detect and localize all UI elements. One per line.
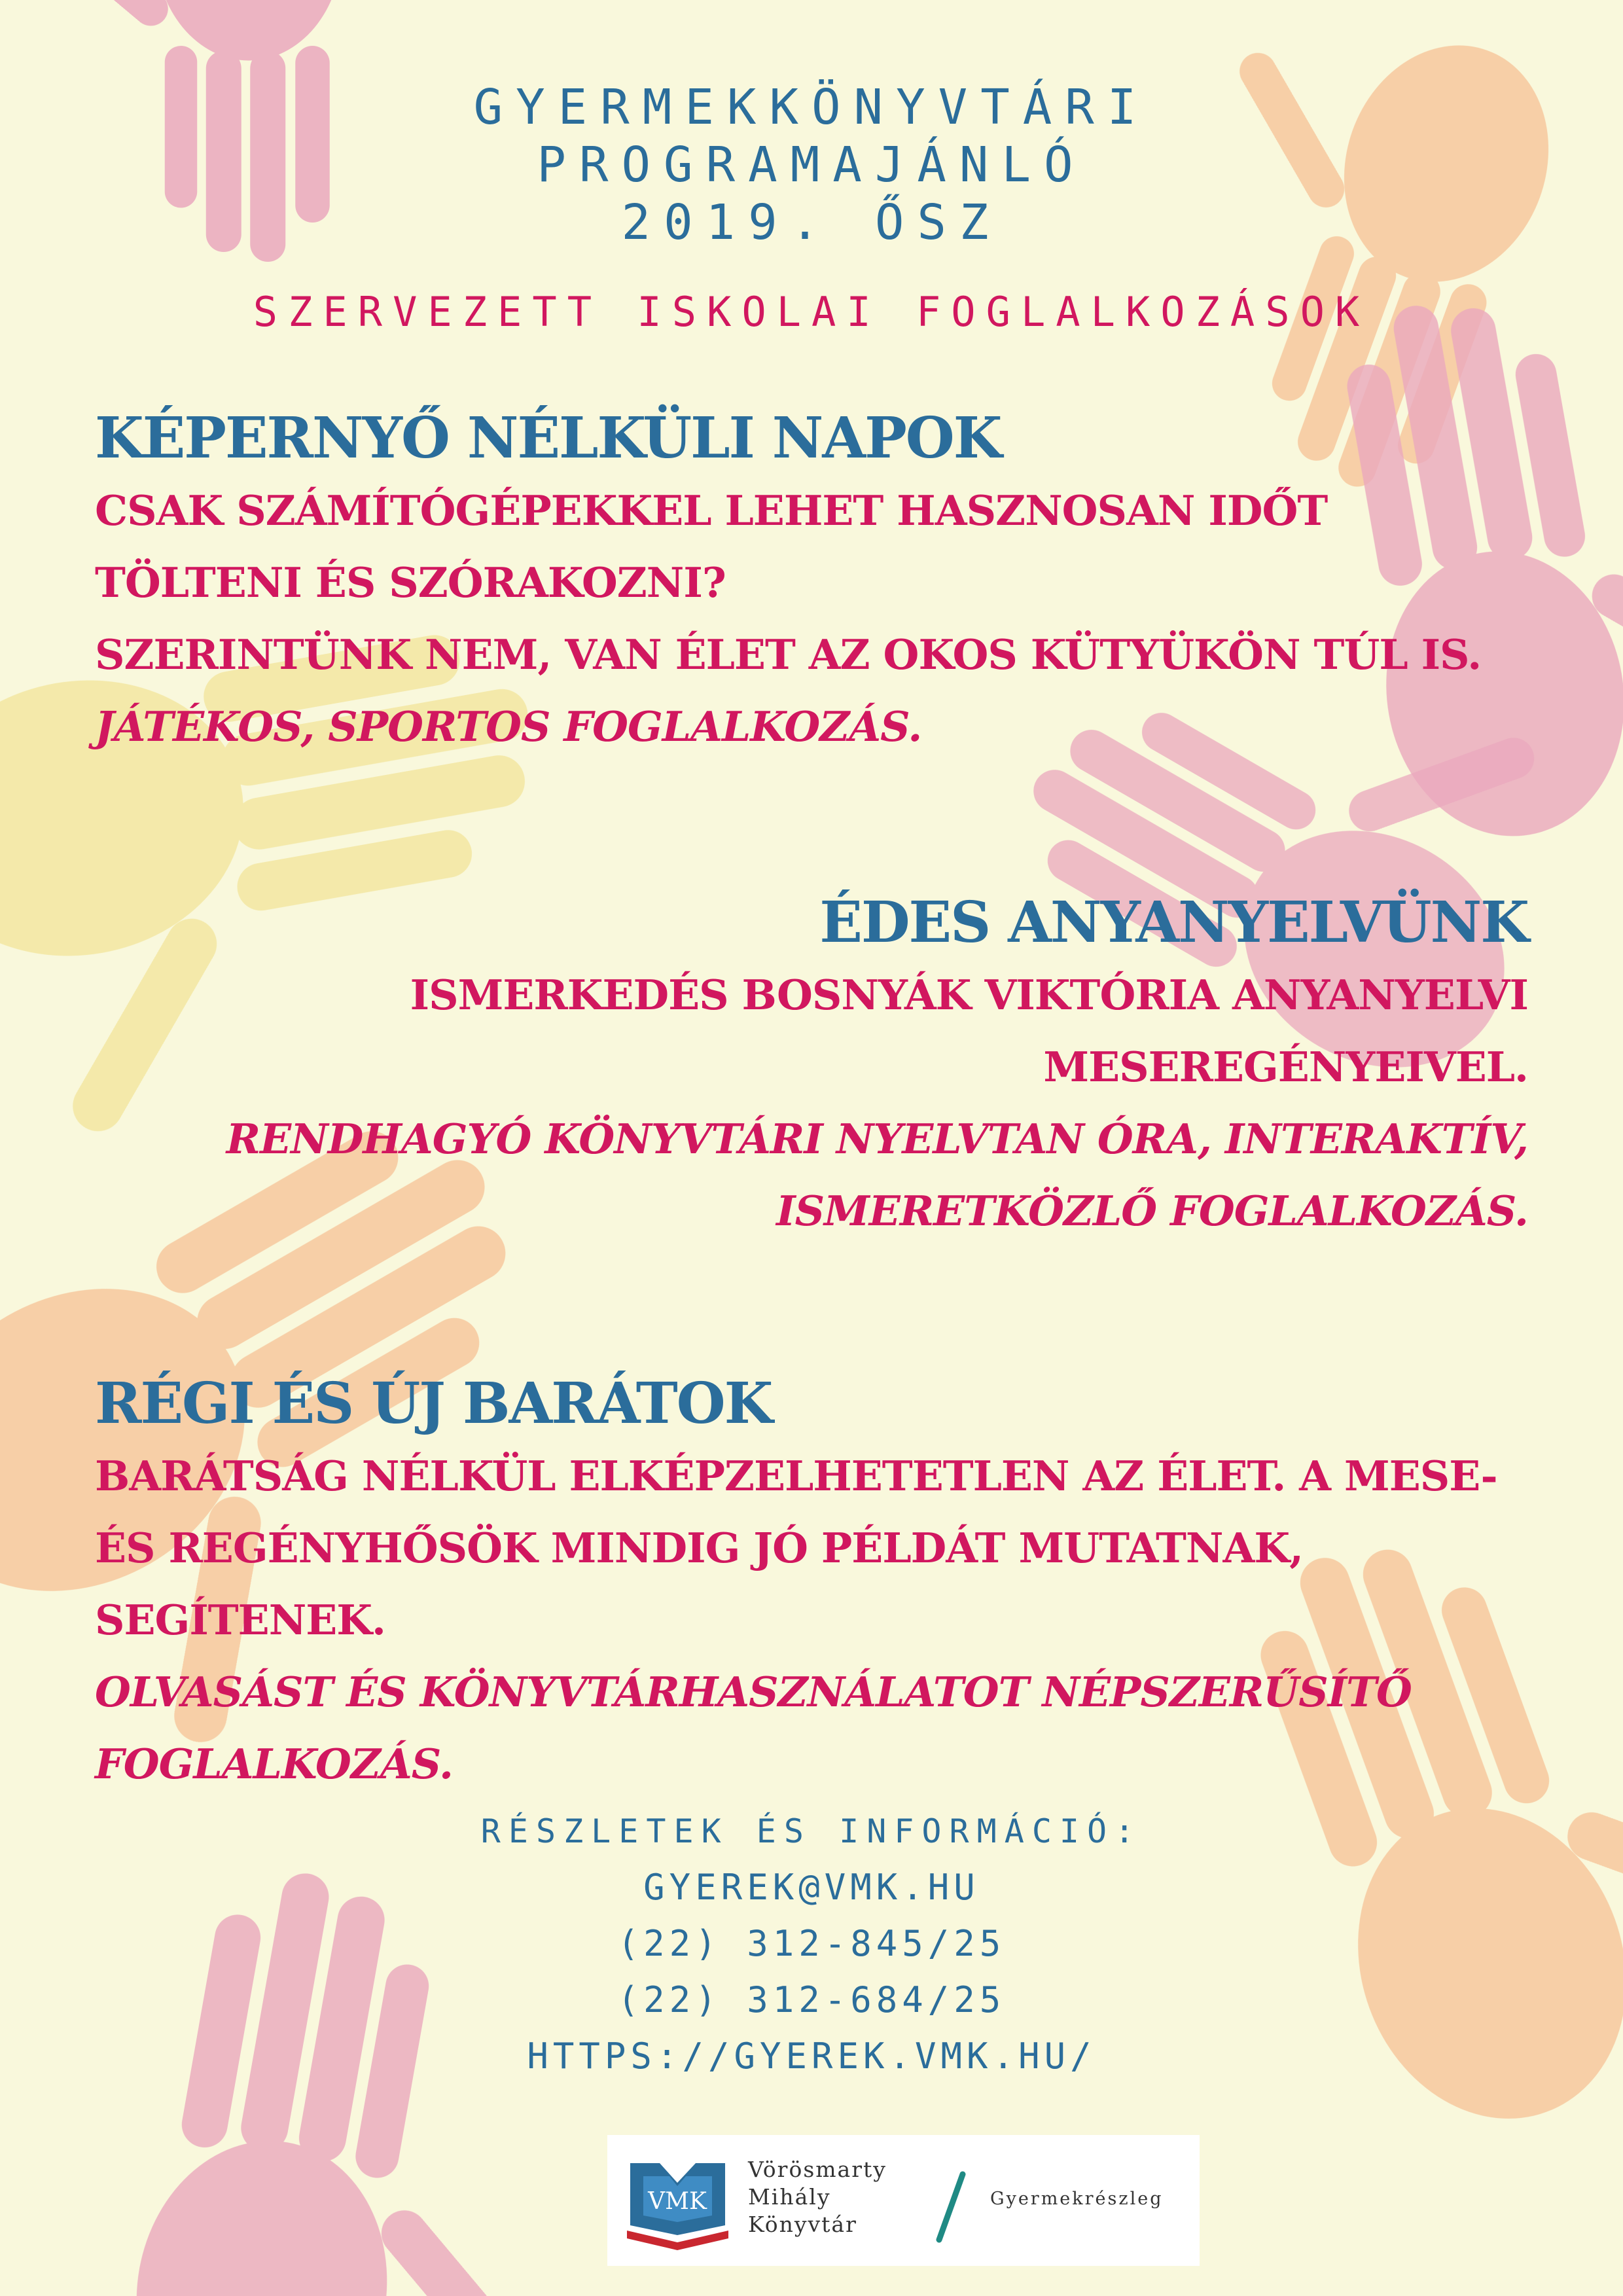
program-header: [0, 79, 1623, 251]
section-title: RÉGI ÉS ÚJ BARÁTOK: [95, 1371, 772, 1437]
section-title: ÉDES ANYANYELVÜNK: [819, 889, 1528, 956]
section-title: KÉPERNYŐ NÉLKÜLI NAPOK: [95, 405, 1001, 471]
library-name-line: Vörösmarty: [748, 2157, 887, 2182]
book-logo-icon: [624, 2153, 732, 2251]
section-text: [95, 475, 1554, 762]
contact-title: RÉSZLETEK ÉS INFORMÁCIÓ:: [480, 1812, 1143, 1850]
section-italic-line: ISMERETKÖZLŐ FOGLALKOZÁS.: [776, 1187, 1528, 1235]
contact-phone-1[interactable]: (22) 312-845/25: [617, 1923, 1006, 1964]
contact-phone-2[interactable]: (22) 312-684/25: [617, 1979, 1006, 2020]
section-old-and-new-friends: [95, 1368, 1554, 1800]
header-subtitle: SZERVEZETT ISKOLAI FOGLALKOZÁSOK: [253, 288, 1370, 336]
section-line: BARÁTSÁG NÉLKÜL ELKÉPZELHETETLEN AZ ÉLET. A MESE-: [95, 1452, 1497, 1500]
section-line: ISMERKEDÉS BOSNYÁK VIKTÓRIA ANYANYELVI: [410, 971, 1528, 1019]
section-text: [69, 959, 1528, 1247]
department-name: Gyermekrészleg: [990, 2189, 1164, 2209]
header-line-2: PROGRAMAJÁNLÓ: [537, 137, 1086, 193]
library-name-line: Könyvtár: [748, 2212, 857, 2237]
header-line-3: 2019. ŐSZ: [621, 194, 1002, 251]
section-screen-free-days: [95, 403, 1554, 762]
slash-divider: [931, 2171, 971, 2243]
section-line: CSAK SZÁMÍTÓGÉPEKKEL LEHET HASZNOSAN IDŐT: [95, 486, 1328, 535]
section-mother-tongue: [69, 887, 1528, 1247]
contact-website-link[interactable]: HTTPS://GYEREK.VMK.HU/: [527, 2036, 1096, 2077]
logo-badge: VMK: [648, 2188, 707, 2215]
section-italic-line: OLVASÁST ÉS KÖNYVTÁRHASZNÁLATOT NÉPSZERŰSÍTŐ: [95, 1668, 1412, 1716]
section-line: ÉS REGÉNYHŐSÖK MINDIG JÓ PÉLDÁT MUTATNAK,: [95, 1524, 1304, 1572]
section-italic-line: FOGLALKOZÁS.: [95, 1740, 453, 1788]
contact-info: [0, 1803, 1623, 2085]
library-name-line: Mihály: [748, 2184, 831, 2210]
library-name: [748, 2156, 887, 2238]
library-logo: [607, 2135, 1200, 2266]
section-line: SZERINTÜNK NEM, VAN ÉLET AZ OKOS KÜTYÜKÖN TÚL IS.: [95, 630, 1482, 679]
section-line: MESEREGÉNYEIVEL.: [1043, 1043, 1528, 1091]
section-line: SEGÍTENEK.: [95, 1596, 385, 1644]
section-italic-line: JÁTÉKOS, SPORTOS FOGLALKOZÁS.: [95, 702, 922, 751]
section-text: [95, 1440, 1554, 1800]
section-line: TÖLTENI ÉS SZÓRAKOZNI?: [95, 558, 726, 607]
contact-email[interactable]: GYEREK@VMK.HU: [643, 1867, 980, 1908]
section-italic-line: RENDHAGYÓ KÖNYVTÁRI NYELVTAN ÓRA, INTERAKTÍV,: [226, 1115, 1528, 1163]
header-line-1: GYERMEKKÖNYVTÁRI: [473, 79, 1150, 135]
